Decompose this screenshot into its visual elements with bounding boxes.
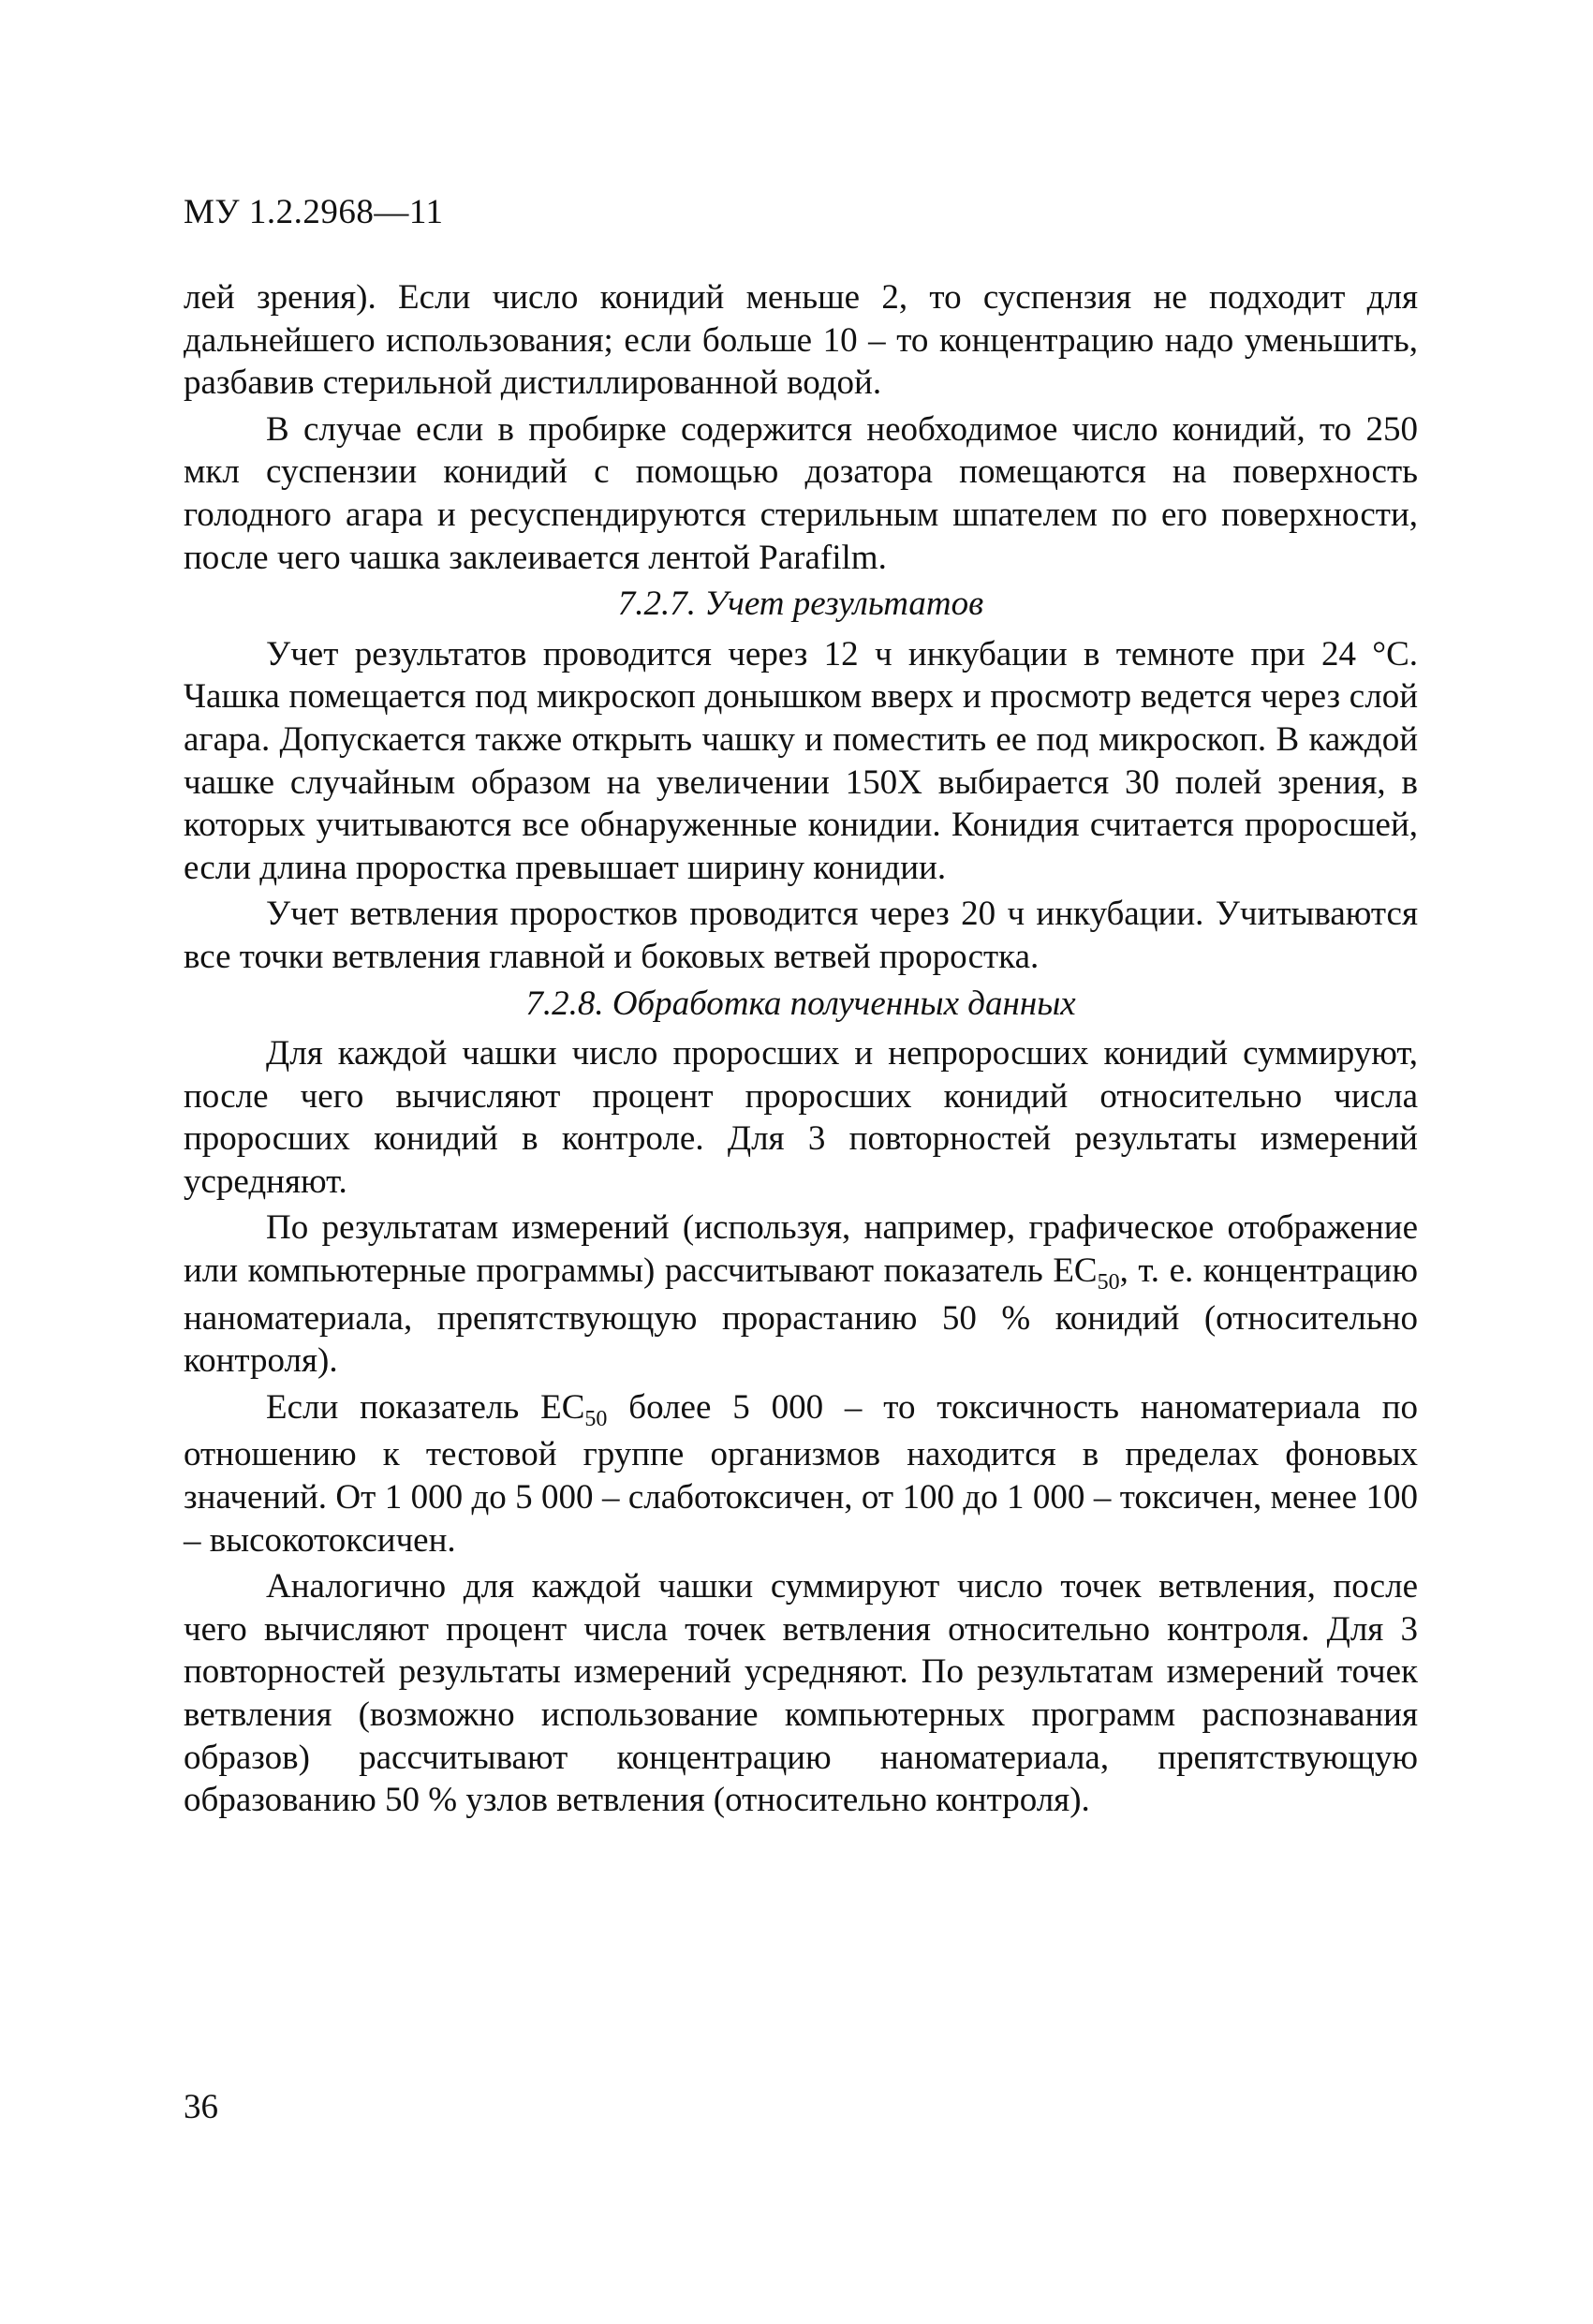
running-head-document-code: МУ 1.2.2968—11 xyxy=(184,193,444,231)
paragraph-branching-count: Учет ветвления проростков проводится через 20 ч инкубации. Учитываются все точки ветвления главной и боковых ветвей проростка. xyxy=(184,895,1418,976)
paragraph-results-count: Учет результатов проводится через 12 ч инкубации в темноте при 24 °С. Чашка помещается под микроскоп донышком вверх и просмотр ведется через слой агара. Допускается также открыть чашку и поместить ее под микроскоп. В каждой чашке случайным образом на увеличении 150Х выбирается 30 полей зрения, в которых учитываются все обнаруженные конидии. Конидия считается проросшей, если длина проростка превышает ширину конидии. xyxy=(184,634,1418,887)
page-number: 36 xyxy=(184,2088,218,2126)
paragraph-toxicity-classes xyxy=(184,1386,1418,1562)
paragraph-ec50-text-end: , т. е. концентрацию наноматериала, препятствующую прорастанию 50 % конидий (относительно контроля). xyxy=(184,1251,1418,1381)
paragraph-dosing: В случае если в пробирке содержится необходимое число конидий, то 250 мкл суспензии конидий с помощью дозатора помещаются на поверхность голодного агара и ресуспендируются стерильным шпателем по его поверхности, после чего чашка заклеивается лентой Parafilm. xyxy=(184,409,1418,577)
section-heading-7-2-8: 7.2.8. Обработка полученных данных xyxy=(525,984,1076,1023)
paragraph-continued: лей зрения). Если число конидий меньше 2, то суспензия не подходит для дальнейшего использования; если больше 10 – то концентрацию надо уменьшить, разбавив стерильной дистиллированной водой. xyxy=(184,278,1418,403)
paragraph-data-summing: Для каждой чашки число проросших и непроросших конидий суммируют, после чего вычисляют процент проросших конидий относительно числа проросших конидий в контроле. Для 3 повторностей результаты измерений усредняют. xyxy=(184,1034,1418,1201)
paragraph-ec50-calculation xyxy=(184,1206,1418,1382)
paragraph-toxicity-text-end: более 5 000 – то токсичность наноматериала по отношению к тестовой группе организмов находится в пределах фоновых значений. От 1 000 до 5 000 – слаботоксичен, от 100 до 1 000 – токсичен, менее 100 – высокотоксичен. xyxy=(184,1387,1418,1560)
paragraph-ec50-text-start: По результатам измерений (используя, например, графическое отображение или компьютерные программы) рассчитывают показатель ЕС xyxy=(184,1208,1418,1291)
document-body xyxy=(184,276,1418,1826)
section-heading-7-2-7: 7.2.7. Учет результатов xyxy=(617,585,984,624)
paragraph-branching-analysis: Аналогично для каждой чашки суммируют число точек ветвления, после чего вычисляют процент числа точек ветвления относительно контроля. Для 3 повторностей результаты измерений усредняют. По результатам измерений точек ветвления (возможно использование компьютерных программ распознавания образов) рассчитывают концентрацию наноматериала, препятствующую образованию 50 % узлов ветвления (относительно контроля). xyxy=(184,1567,1418,1820)
ec50-subscript: 50 xyxy=(584,1406,608,1431)
paragraph-toxicity-text-start: Если показатель ЕС xyxy=(266,1387,585,1427)
ec50-subscript: 50 xyxy=(1097,1270,1120,1295)
